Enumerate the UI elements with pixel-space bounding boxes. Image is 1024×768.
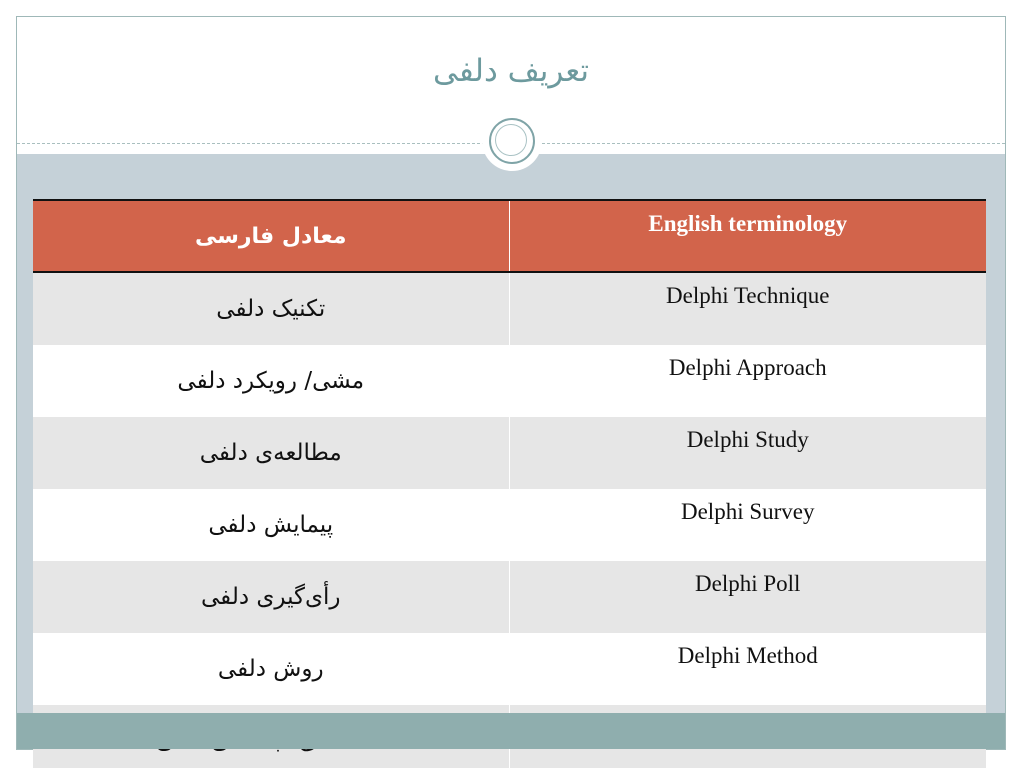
table-row: [33, 345, 986, 417]
slide-title: تعریف دلفی: [432, 53, 590, 89]
bottom-bar: [17, 713, 1005, 749]
persian-term: مطالعه‌ی دلفی: [33, 417, 509, 489]
persian-term: روش دلفی: [33, 633, 509, 705]
ring-icon: [489, 118, 535, 164]
table-row: [33, 561, 986, 633]
english-term: Delphi Approach: [509, 345, 986, 417]
terminology-table: [33, 199, 986, 768]
table-row: [33, 272, 986, 345]
persian-term: رأی‌گیری دلفی: [33, 561, 509, 633]
table-row: [33, 633, 986, 705]
circle-ornament-icon: [482, 111, 542, 171]
table-row: [33, 489, 986, 561]
english-term: Delphi Survey: [509, 489, 986, 561]
persian-term: تکنیک دلفی: [33, 272, 509, 345]
header-persian: معادل فارسی: [33, 200, 509, 272]
persian-term: مشی/ رویکرد دلفی: [33, 345, 509, 417]
english-term: Delphi Method: [509, 633, 986, 705]
english-term: Delphi Study: [509, 417, 986, 489]
english-term: Delphi Technique: [509, 272, 986, 345]
table-header-row: [33, 200, 986, 272]
header-english: English terminology: [509, 200, 986, 272]
persian-term: پیمایش دلفی: [33, 489, 509, 561]
table-row: [33, 417, 986, 489]
slide: [16, 16, 1006, 750]
english-term: Delphi Poll: [509, 561, 986, 633]
